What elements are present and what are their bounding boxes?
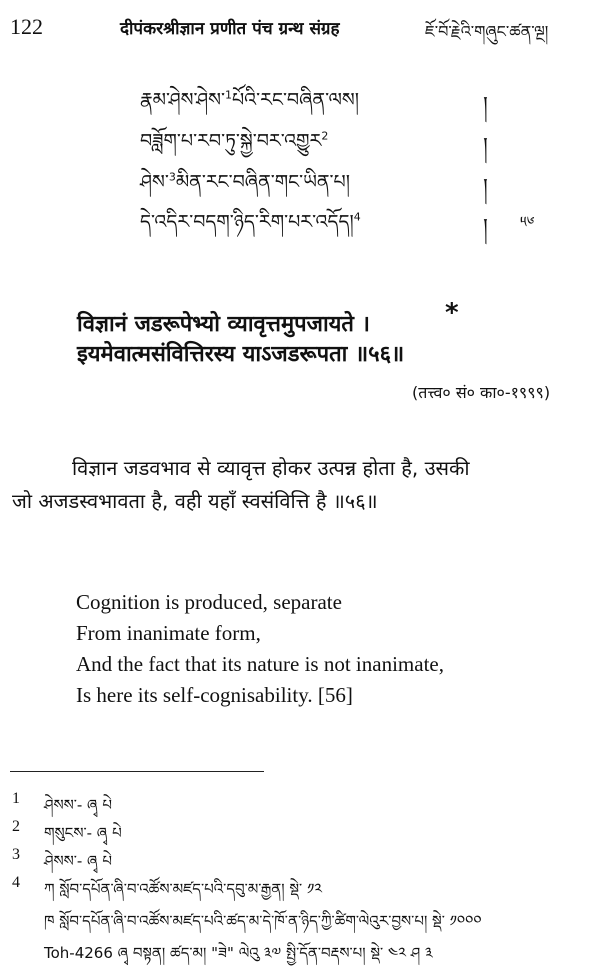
footnote-number: 3 (12, 846, 20, 863)
english-translation-line-1: Cognition is produced, separate (76, 590, 342, 614)
shad-mark: ། (483, 215, 488, 240)
footnote-number: 2 (12, 818, 20, 835)
verse-number: ༥༦ (520, 213, 535, 231)
sanskrit-verse-line-1: विज्ञानं जडरूपेभ्यो व्यावृत्तमुपजायते । (77, 312, 370, 337)
tibetan-verse-line-4: དེ་འདིར་བདག་ཉིད་རིག་པར་འདོད།$^4$ (140, 210, 361, 233)
toh-reference: Toh-4266 ཞྭ བསྟན། ཚད་མ། "ཟེ" ལེའུ ༣༧ སྤྱི་དོན་བརྡས་པ། སྡེ་ ༤༢ ཤ ༣ (44, 944, 433, 962)
tibetan-verse-line-3: ཤེས་$^3$མིན་རང་བཞིན་གང་ཡིན་པ། (140, 170, 350, 193)
hindi-translation-line-2: जो अजडस्वभावता है, वही यहाँ स्वसंवित्ति है ॥५६॥ (12, 489, 378, 513)
footnote-text: ཀ སློབ་དཔོན་ཞི་བ་འཚོས་མཛད་པའི་དབུ་མ་རྒྱན། སྡེ་ ༡༢ (44, 880, 322, 898)
tibetan-verse-line-1: རྣམ་ཤེས་ཤེས་$^1$པོའི་རང་བཞིན་ལས། (140, 88, 359, 111)
footnote-text: གསུངས་- ཞྭ པེ (44, 824, 122, 842)
page-number: 122 (10, 14, 43, 39)
running-head-tibetan-title: ཇོ་བོ་རྗེའི་གཞུང་ཚན་ལྔ། (425, 22, 549, 41)
shad-mark: ། (483, 134, 488, 159)
footnote-rule (10, 771, 264, 772)
english-translation-line-3: And the fact that its nature is not inanimate, (76, 652, 444, 676)
footnote-text: ཁ སློབ་དཔོན་ཞི་བ་འཚོས་མཛད་པའི་ཚད་མ་དེ་ཁོ་ན་ཉིད་ཀྱི་ཚིག་ལེའུར་བྱས་པ། སྡེ་ ༡༠༠༠ (44, 912, 482, 930)
hindi-translation-line-1: विज्ञान जडवभाव से व्यावृत्त होकर उत्पन्न होता है, उसकी (72, 456, 470, 480)
footnote-text: ཤེསས་- ཞྭ པེ (44, 852, 112, 870)
source-reference: (तत्त्व० सं० का०-१९९९) (412, 383, 551, 402)
running-head-title: दीपंकरश्रीज्ञान प्रणीत पंच ग्रन्थ संग्रह (120, 19, 340, 39)
footnote-number: 4 (12, 874, 20, 891)
english-translation-line-4: Is here its self-cognisability. [56] (76, 683, 353, 707)
shad-mark: ། (483, 175, 488, 200)
shad-mark: ། (483, 93, 488, 118)
footnote-text: ཤེསས་- ཞྭ པེ (44, 796, 112, 814)
tibetan-verse-line-2: བཟློག་པ་རབ་ཏུ་སྐྱེ་བར་འགྱུར$^2$ (140, 129, 329, 152)
english-translation-line-2: From inanimate form, (76, 621, 261, 645)
sanskrit-verse-line-2: इयमेवात्मसंवित्तिरस्य याऽजडरूपता ॥५६॥ (77, 342, 405, 367)
footnote-number: 1 (12, 790, 20, 807)
asterisk-mark: * (445, 298, 459, 328)
